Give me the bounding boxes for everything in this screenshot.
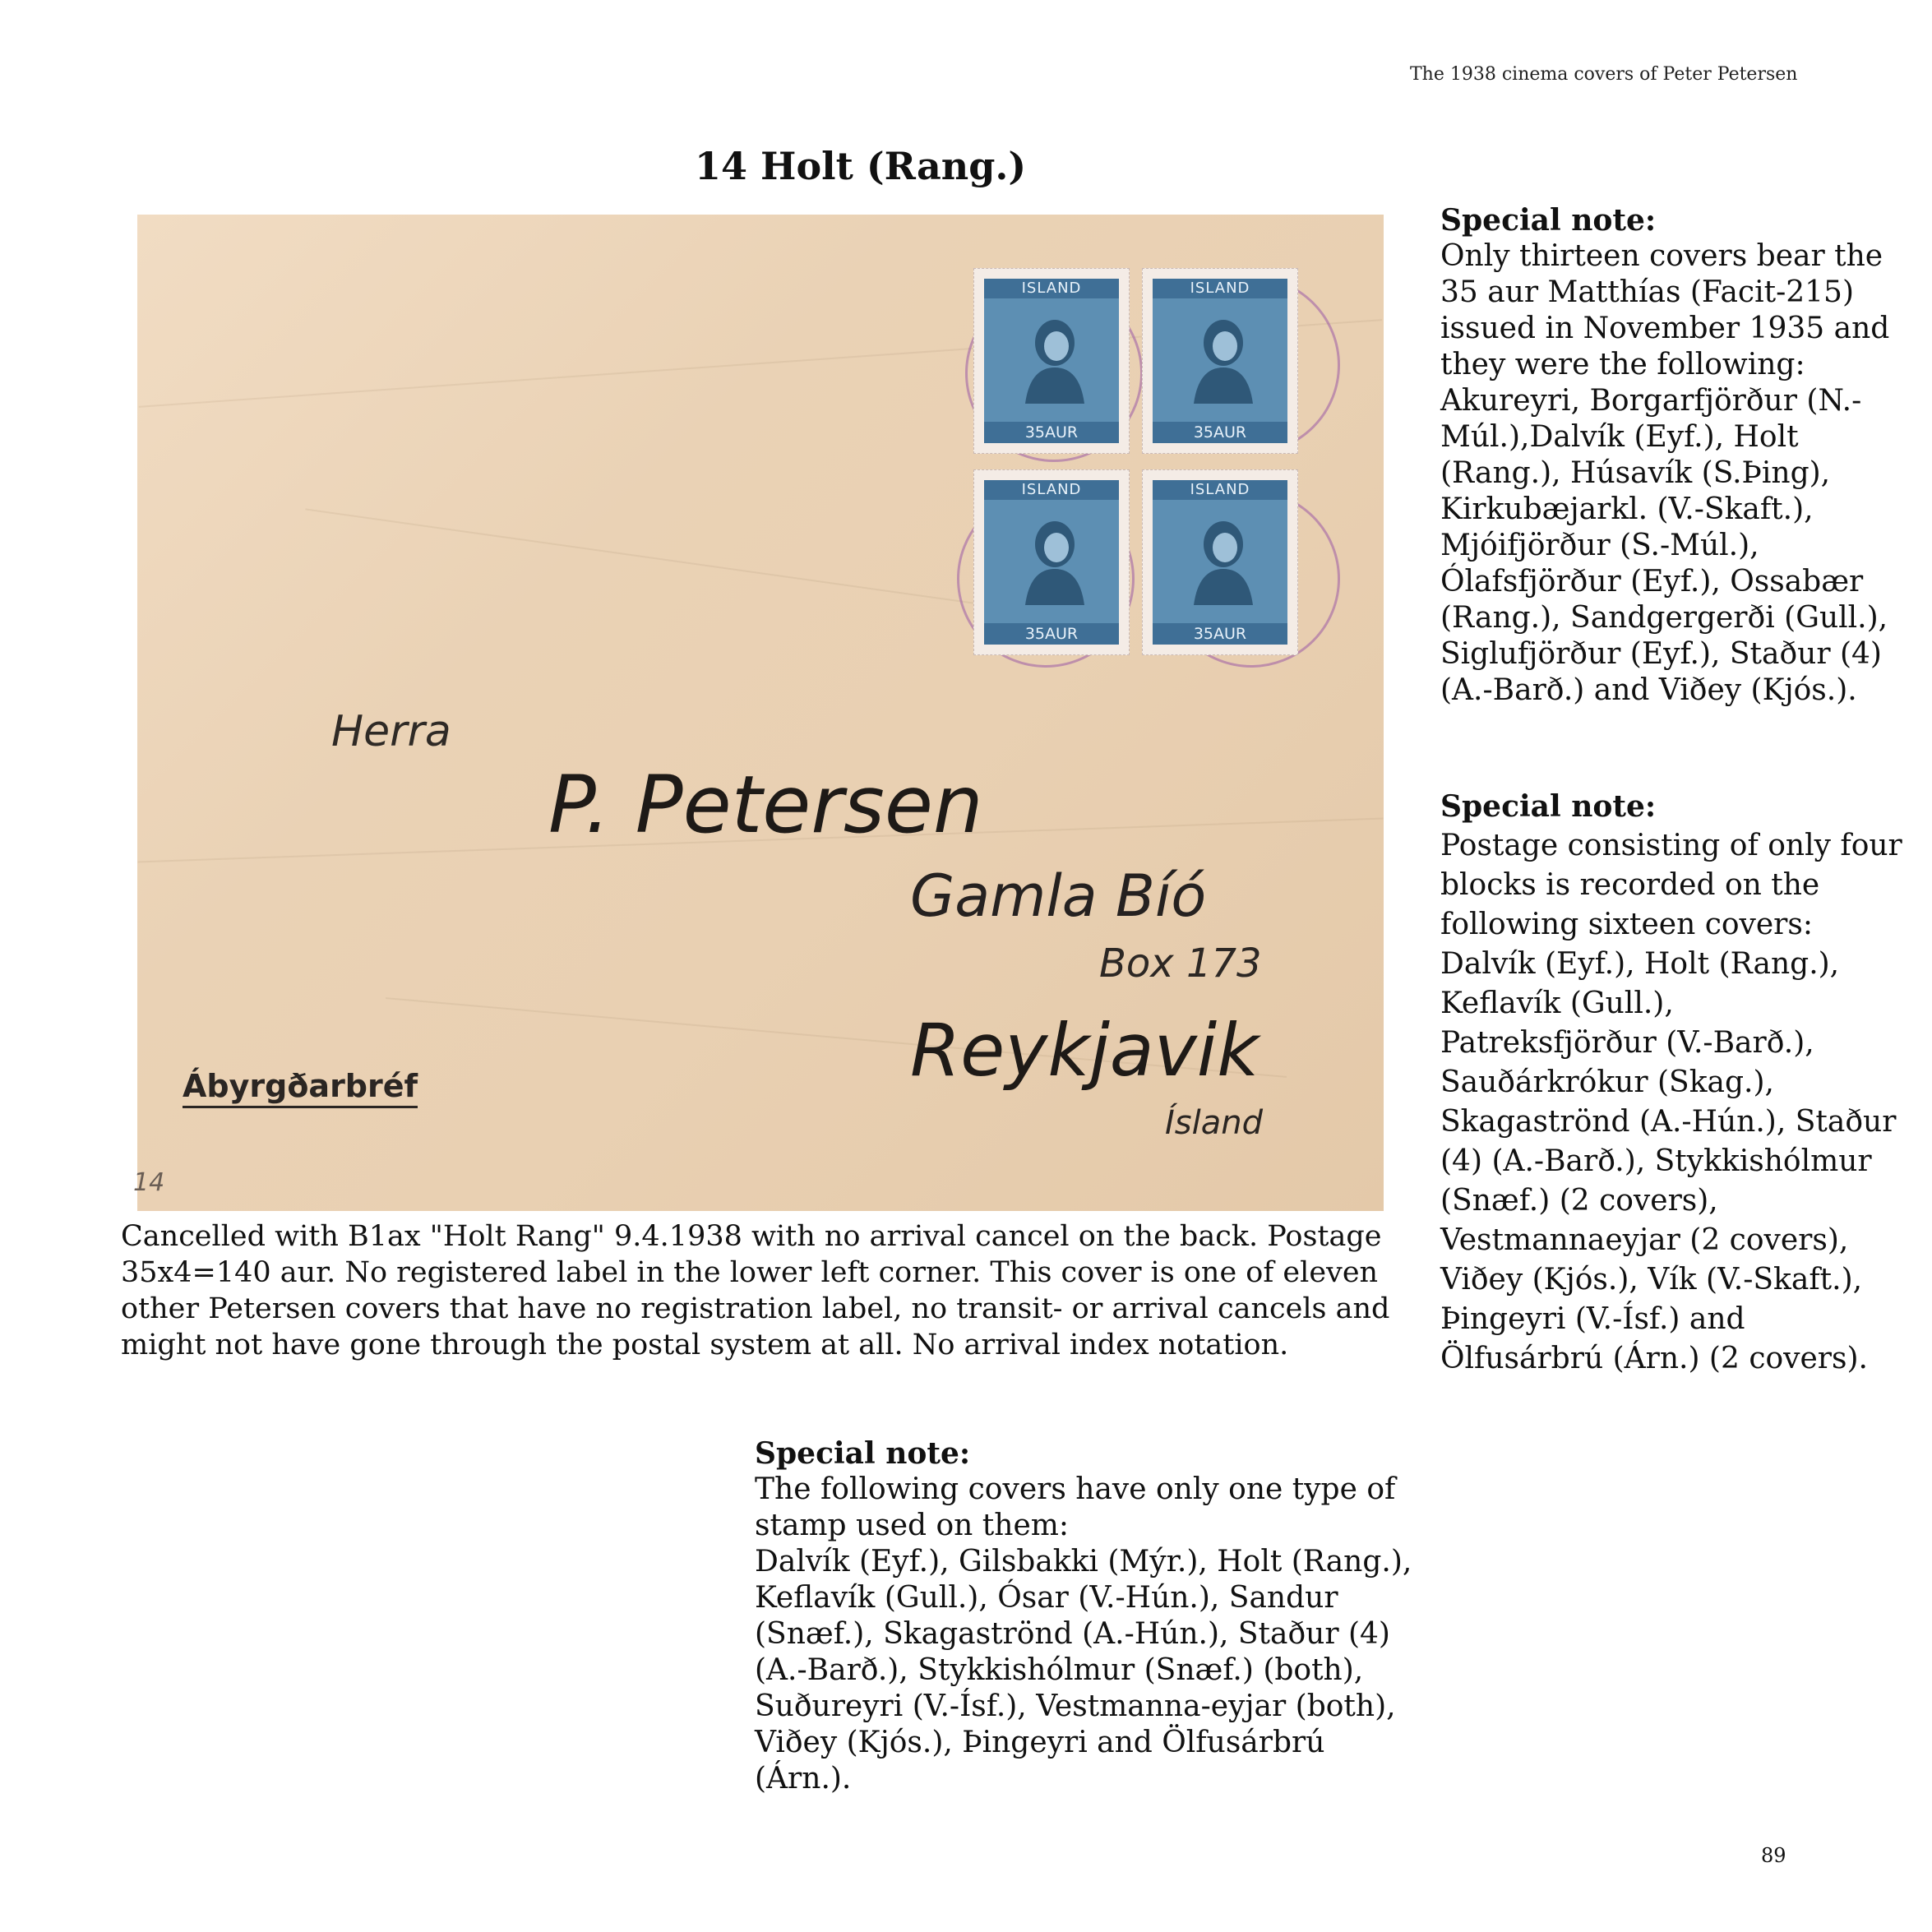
- stamp-country: ISLAND: [1153, 480, 1287, 500]
- stamp-value: 35AUR: [984, 422, 1119, 443]
- cover-caption: Cancelled with B1ax "Holt Rang" 9.4.1938 with no arrival cancel on the back. Postage 35x4=140 aur. No registered label in the lower left corner. This cover is one of eleven other Petersen covers that have no registration label, no transit- or arrival cancels and might not have gone through the postal system at all. No arrival index notation.: [121, 1220, 1390, 1361]
- note-heading: Special note:: [755, 1436, 971, 1471]
- note-heading: Special note:: [1440, 789, 1657, 824]
- note-body: The following covers have only one type of stamp used on them: Dalvík (Eyf.), Gilsbakki (Mýr.), Holt (Rang.), Keflavík (Gull.), Ósar (V.-Hún.), Sandur (Snæf.), Skagaströnd (A.-Hún.), Staður (4) (A.-Barð.), Stykkishólmur (Snæf.) (both), Suðureyri (V.-Ísf.), Vestmanna-eyjar (both), Viðey (Kjós.), Þingeyri and Ölfusárbrú (Árn.).: [755, 1472, 1412, 1796]
- stamp: [1142, 469, 1298, 655]
- note-heading: Special note:: [1440, 203, 1657, 238]
- cover-image: [133, 215, 1384, 1211]
- page-title: 14 Holt (Rang.): [695, 144, 1027, 188]
- addressee-city: Reykjavik: [910, 1008, 1259, 1093]
- note-body: Postage consisting of only four blocks is recorded on the following sixteen covers: Dalvík (Eyf.), Holt (Rang.), Keflavík (Gull.), Patreksfjörður (V.-Barð.), Sauðárkrókur (Skag.), Skagaströnd (A.-Hún.), Staður (4) (A.-Barð.), Stykkishólmur (Snæf.) (2 covers), Vestmannaeyjar (2 covers), Viðey (Kjós.), Vík (V.-Skaft.), Þingeyri (V.-Ísf.) and Ölfusárbrú (Árn.) (2 covers).: [1440, 829, 1902, 1375]
- addressee-country: Ísland: [1165, 1104, 1264, 1142]
- special-note: [1440, 202, 1901, 709]
- running-header: The 1938 cinema covers of Peter Petersen: [1410, 64, 1798, 85]
- pencil-note: 14: [133, 1168, 165, 1197]
- stamp: [973, 469, 1130, 655]
- special-note: [1440, 787, 1917, 1379]
- portrait-icon: [1019, 515, 1086, 605]
- stamp-country: ISLAND: [984, 480, 1119, 500]
- stamp: [973, 268, 1130, 454]
- stamp: [1142, 268, 1298, 454]
- addressee-salutation: Herra: [331, 707, 451, 756]
- stamp-value: 35AUR: [1153, 623, 1287, 645]
- stamp-value: 35AUR: [984, 623, 1119, 645]
- portrait-icon: [1187, 515, 1255, 605]
- registered-label: Ábyrgðarbréf: [183, 1068, 418, 1108]
- stamp-country: ISLAND: [984, 279, 1119, 298]
- page-number: 89: [1761, 1844, 1786, 1867]
- stamp-value: 35AUR: [1153, 422, 1287, 443]
- portrait-icon: [1187, 313, 1255, 404]
- addressee-box: Box 173: [1099, 941, 1262, 987]
- addressee-name: P. Petersen: [548, 759, 983, 851]
- stamp-country: ISLAND: [1153, 279, 1287, 298]
- portrait-icon: [1019, 313, 1086, 404]
- note-body: Only thirteen covers bear the 35 aur Matthías (Facit-215) issued in November 1935 and they were the following: Akureyri, Borgarfjörður (N.- Múl.),Dalvík (Eyf.), Holt (Rang.), Húsavík (S.Þing), Kirkubæjarkl. (V.-Skaft.), Mjóifjörður (S.-Múl.), Ólafsfjörður (Eyf.), Ossabær (Rang.), Sandgergerði (Gull.), Siglufjörður (Eyf.), Staður (4) (A.-Barð.) and Viðey (Kjós.).: [1440, 239, 1890, 707]
- addressee-company: Gamla Bíó: [910, 862, 1207, 930]
- paper-crease: [305, 508, 1038, 612]
- stamp-block: [973, 268, 1327, 661]
- special-note: [755, 1435, 1429, 1797]
